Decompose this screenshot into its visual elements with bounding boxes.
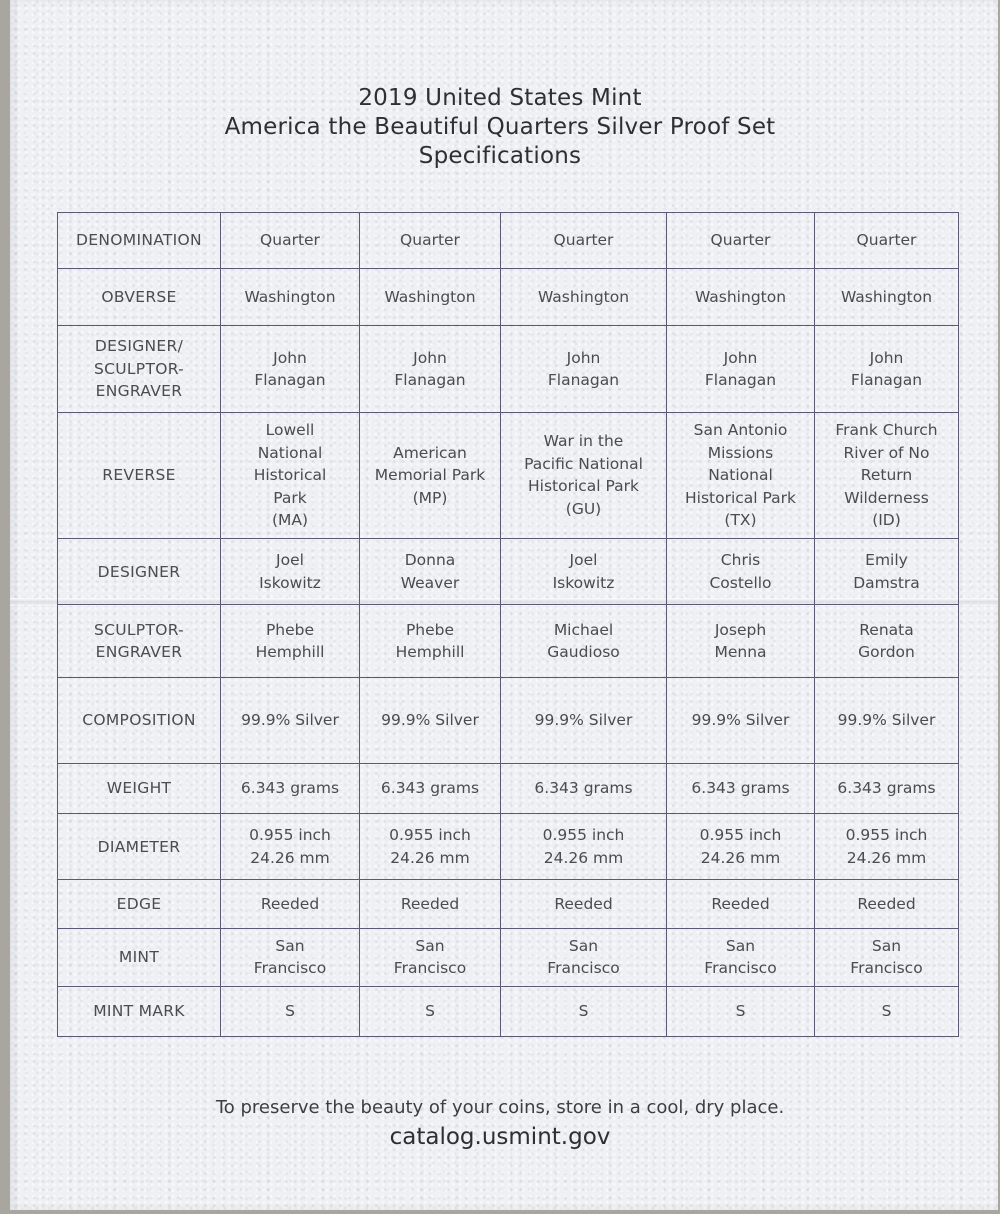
table-cell (501, 269, 667, 326)
table-row (58, 539, 959, 605)
table-cell (815, 213, 959, 269)
table-cell (815, 412, 959, 538)
table-row (58, 928, 959, 986)
table-cell (501, 539, 667, 605)
table-cell (501, 412, 667, 538)
table-cell-value: San Francisco (393, 936, 467, 978)
row-header (58, 880, 221, 928)
table-cell (667, 605, 815, 677)
table-cell-value: Reeded (260, 894, 320, 913)
table-row (58, 880, 959, 928)
row-header (58, 814, 221, 880)
table-cell-value: 99.9% Silver (241, 711, 339, 730)
table-cell-value: 99.9% Silver (381, 711, 479, 730)
table-cell (501, 880, 667, 928)
table-cell-value: San Francisco (547, 936, 620, 978)
table-cell (360, 986, 501, 1036)
row-header-label: DESIGNER/ SCULPTOR- ENGRAVER (93, 337, 185, 401)
table-cell (667, 763, 815, 813)
row-header-label: DIAMETER (97, 837, 181, 856)
table-cell (501, 928, 667, 986)
table-cell-value: 6.343 grams (380, 779, 480, 798)
table-cell (501, 677, 667, 763)
table-cell-value: Washington (694, 288, 787, 307)
table-cell-value: Reeded (554, 894, 613, 913)
table-cell-value: Quarter (710, 231, 771, 250)
table-cell (667, 269, 815, 326)
table-cell (360, 539, 501, 605)
table-cell-value: 99.9% Silver (534, 711, 633, 730)
row-header (58, 213, 221, 269)
table-cell (360, 412, 501, 538)
table-cell (667, 326, 815, 412)
table-cell-value: Lowell National Historical Park (MA) (253, 421, 327, 530)
table-cell-value: 6.343 grams (837, 779, 936, 798)
catalog-url: catalog.usmint.gov (389, 1124, 611, 1150)
table-cell (221, 814, 360, 880)
table-cell-value: San Francisco (850, 936, 923, 978)
table-cell (815, 605, 959, 677)
table-cell-value: Reeded (857, 894, 916, 913)
table-cell (360, 763, 501, 813)
table-cell-value: S (425, 1002, 435, 1021)
table-row (58, 326, 959, 412)
table-row (58, 269, 959, 326)
row-header-label: WEIGHT (106, 779, 172, 798)
table-cell-value: Washington (840, 288, 933, 307)
table-cell (360, 814, 501, 880)
table-cell-value: 6.343 grams (534, 779, 633, 798)
table-cell (815, 677, 959, 763)
table-cell-value: John Flanagan (850, 348, 923, 390)
table-cell (221, 880, 360, 928)
table-cell-value: 99.9% Silver (691, 711, 790, 730)
table-cell-value: Phebe Hemphill (395, 620, 465, 662)
table-cell-value: Joel Iskowitz (259, 551, 321, 592)
table-cell-value: Michael Gaudioso (547, 620, 620, 662)
table-cell-value: American Memorial Park (MP) (374, 443, 486, 507)
table-cell (221, 326, 360, 412)
row-header-label: OBVERSE (101, 288, 177, 307)
table-row (58, 986, 959, 1036)
table-cell-value: Emily Damstra (853, 551, 920, 592)
table-cell-value: 0.955 inch 24.26 mm (249, 826, 331, 867)
row-header (58, 677, 221, 763)
title-line-1: 2019 United States Mint (358, 85, 642, 111)
table-cell-value: S (285, 1002, 295, 1021)
row-header-label: EDGE (116, 894, 162, 913)
row-header-label: REVERSE (102, 466, 176, 485)
table-cell-value: San Francisco (704, 936, 777, 978)
table-cell (360, 677, 501, 763)
table-cell (815, 269, 959, 326)
specifications-table (57, 212, 959, 1037)
row-header (58, 412, 221, 538)
table-row (58, 814, 959, 880)
page-title (0, 84, 1000, 171)
table-cell (667, 213, 815, 269)
table-cell (815, 763, 959, 813)
table-cell-value: 6.343 grams (240, 779, 340, 798)
table-cell (221, 213, 360, 269)
row-header-label: DESIGNER (97, 562, 181, 581)
table-cell (221, 928, 360, 986)
table-cell (667, 677, 815, 763)
table-cell-value: Donna Weaver (400, 551, 460, 592)
row-header (58, 326, 221, 412)
table-cell (360, 213, 501, 269)
row-header-label: DENOMINATION (76, 231, 202, 250)
table-cell (501, 986, 667, 1036)
table-cell (815, 928, 959, 986)
table-cell-value: John Flanagan (704, 348, 777, 390)
table-cell (501, 213, 667, 269)
table-cell-value: Joseph Menna (714, 620, 767, 662)
table-cell-value: War in the Pacific National Historical Park (GU) (524, 432, 643, 518)
row-header (58, 539, 221, 605)
table-cell-value: Chris Costello (709, 551, 772, 592)
row-header (58, 986, 221, 1036)
table-row (58, 412, 959, 538)
table-cell-value: Quarter (400, 231, 460, 250)
title-line-2: America the Beautiful Quarters Silver Proof Set (224, 114, 776, 140)
table-cell (667, 880, 815, 928)
table-cell (815, 880, 959, 928)
table-cell (815, 326, 959, 412)
table-cell-value: Washington (384, 288, 476, 307)
table-cell-value: 0.955 inch 24.26 mm (845, 826, 928, 867)
table-cell-value: 0.955 inch 24.26 mm (542, 826, 625, 867)
table-cell-value: Washington (537, 288, 630, 307)
table-cell (667, 928, 815, 986)
row-header-label: MINT (118, 947, 160, 966)
table-cell-value: Reeded (400, 894, 460, 913)
table-cell-value: Washington (244, 288, 336, 307)
table-cell (221, 677, 360, 763)
table-cell-value: John Flanagan (547, 348, 620, 390)
table-cell-value: 99.9% Silver (837, 711, 936, 730)
row-header-label: MINT MARK (93, 1002, 185, 1021)
table-cell-value: Phebe Hemphill (255, 620, 325, 662)
row-header-label: COMPOSITION (82, 711, 196, 730)
table-row (58, 213, 959, 269)
table-cell-value: S (578, 1002, 589, 1021)
table-cell (501, 814, 667, 880)
table-cell (360, 880, 501, 928)
table-cell (221, 412, 360, 538)
table-row (58, 763, 959, 813)
table-cell-value: 6.343 grams (691, 779, 790, 798)
table-row (58, 677, 959, 763)
table-cell (815, 814, 959, 880)
table-cell (501, 763, 667, 813)
table-cell-value: S (735, 1002, 746, 1021)
specifications-table-body (58, 213, 959, 1037)
table-cell-value: Reeded (711, 894, 770, 913)
table-cell-value: John Flanagan (254, 348, 326, 390)
table-cell-value: Quarter (856, 231, 917, 250)
table-cell (667, 539, 815, 605)
table-cell (221, 269, 360, 326)
table-cell-value: S (881, 1002, 892, 1021)
table-cell-value: Frank Church River of No Return Wilderness (ID) (835, 421, 938, 530)
table-cell-value: San Francisco (253, 936, 327, 978)
table-cell-value: San Antonio Missions National Historical Park (TX) (684, 421, 797, 530)
table-cell (815, 539, 959, 605)
table-cell (667, 814, 815, 880)
table-cell-value: John Flanagan (394, 348, 466, 390)
title-line-3: Specifications (418, 143, 582, 169)
table-cell (221, 763, 360, 813)
table-cell (360, 326, 501, 412)
table-cell (221, 605, 360, 677)
row-header (58, 269, 221, 326)
table-cell (360, 269, 501, 326)
row-header (58, 928, 221, 986)
table-cell (221, 986, 360, 1036)
table-cell-value: 0.955 inch 24.26 mm (699, 826, 782, 867)
row-header (58, 605, 221, 677)
table-row (58, 605, 959, 677)
table-cell (221, 539, 360, 605)
table-cell-value: Quarter (553, 231, 614, 250)
table-cell (501, 605, 667, 677)
table-cell (815, 986, 959, 1036)
table-cell (360, 605, 501, 677)
table-cell-value: Renata Gordon (858, 620, 915, 662)
storage-note: To preserve the beauty of your coins, store in a cool, dry place. (215, 1097, 785, 1118)
table-cell-value: Quarter (260, 231, 320, 250)
table-cell (360, 928, 501, 986)
table-cell (501, 326, 667, 412)
table-cell (667, 986, 815, 1036)
row-header (58, 763, 221, 813)
table-cell-value: Joel Iskowitz (552, 551, 615, 592)
table-cell-value: 0.955 inch 24.26 mm (389, 826, 471, 867)
table-cell (667, 412, 815, 538)
row-header-label: SCULPTOR- ENGRAVER (93, 620, 185, 662)
